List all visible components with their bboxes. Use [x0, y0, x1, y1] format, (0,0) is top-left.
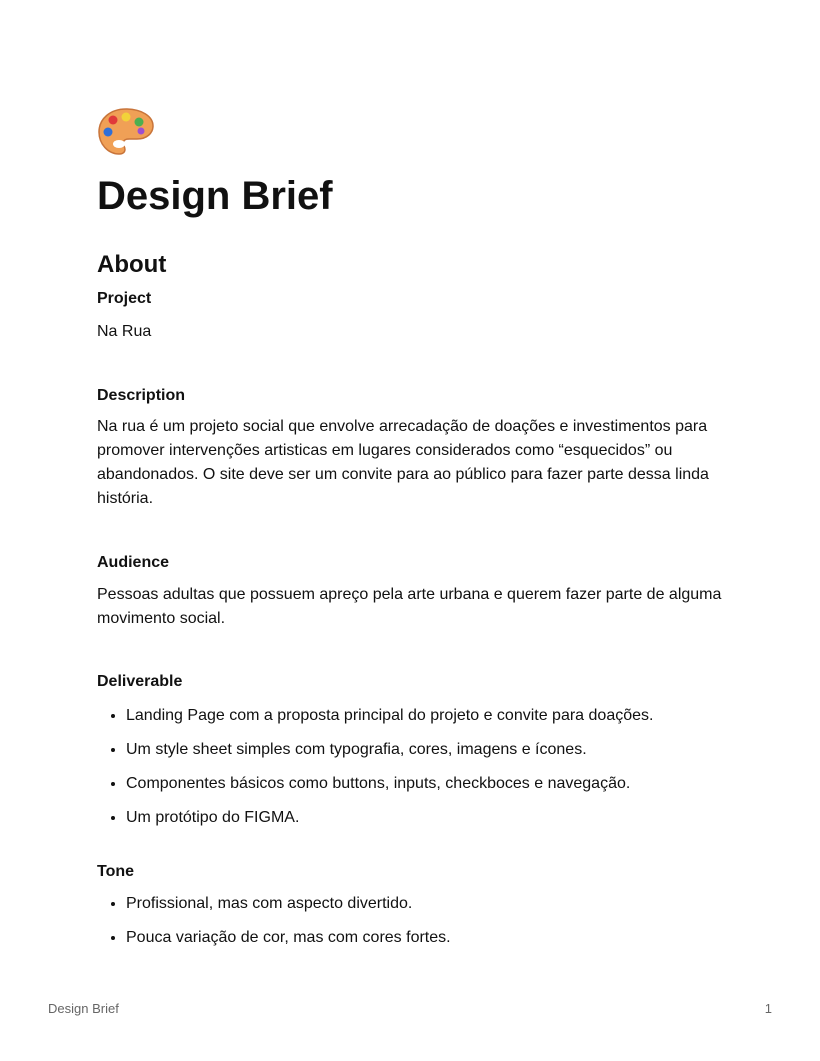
list-item: • Landing Page com a proposta principal do projeto e convite para doações. — [126, 705, 722, 727]
description-text: Na rua é um projeto social que envolve arrecadação de doações e investimentos para promover intervenções artisticas em lugares considerados como “esquecidos” ou abandonados. O site deve ser um convite para ao público para fazer parte dessa linda história. — [97, 418, 709, 507]
tone-block — [97, 861, 722, 949]
audience-text: Pessoas adultas que possuem apreço pela arte urbana e querem fazer parte de alguma movimento social. — [97, 586, 722, 627]
list-item: • Componentes básicos como buttons, inputs, checkboces e navegação. — [126, 773, 722, 795]
list-item: • Profissional, mas com aspecto divertido. — [126, 893, 722, 915]
footer-title: Design Brief — [48, 1001, 119, 1016]
tone-label: Tone — [97, 863, 135, 880]
list-item: • Pouca variação de cor, mas com cores fortes. — [126, 927, 722, 949]
list-item: • Um style sheet simples com typografia, cores, imagens e ícones. — [126, 739, 722, 761]
tone-list — [97, 893, 722, 949]
deliverable-label: Deliverable — [97, 673, 183, 690]
document-page — [97, 106, 722, 961]
section-heading-about: About — [97, 251, 167, 278]
project-value: Na Rua — [97, 323, 152, 340]
page-footer — [48, 1001, 772, 1016]
palette-icon — [97, 106, 155, 158]
project-block — [97, 288, 722, 344]
audience-label: Audience — [97, 554, 170, 571]
page-number: 1 — [764, 1001, 772, 1016]
description-block — [97, 385, 722, 511]
project-label: Project — [97, 290, 152, 307]
list-item: • Um protótipo do FIGMA. — [126, 807, 722, 829]
deliverable-block — [97, 671, 722, 829]
deliverable-list — [97, 705, 722, 829]
description-label: Description — [97, 387, 186, 404]
page-title: Design Brief — [97, 174, 333, 218]
audience-block — [97, 552, 722, 631]
